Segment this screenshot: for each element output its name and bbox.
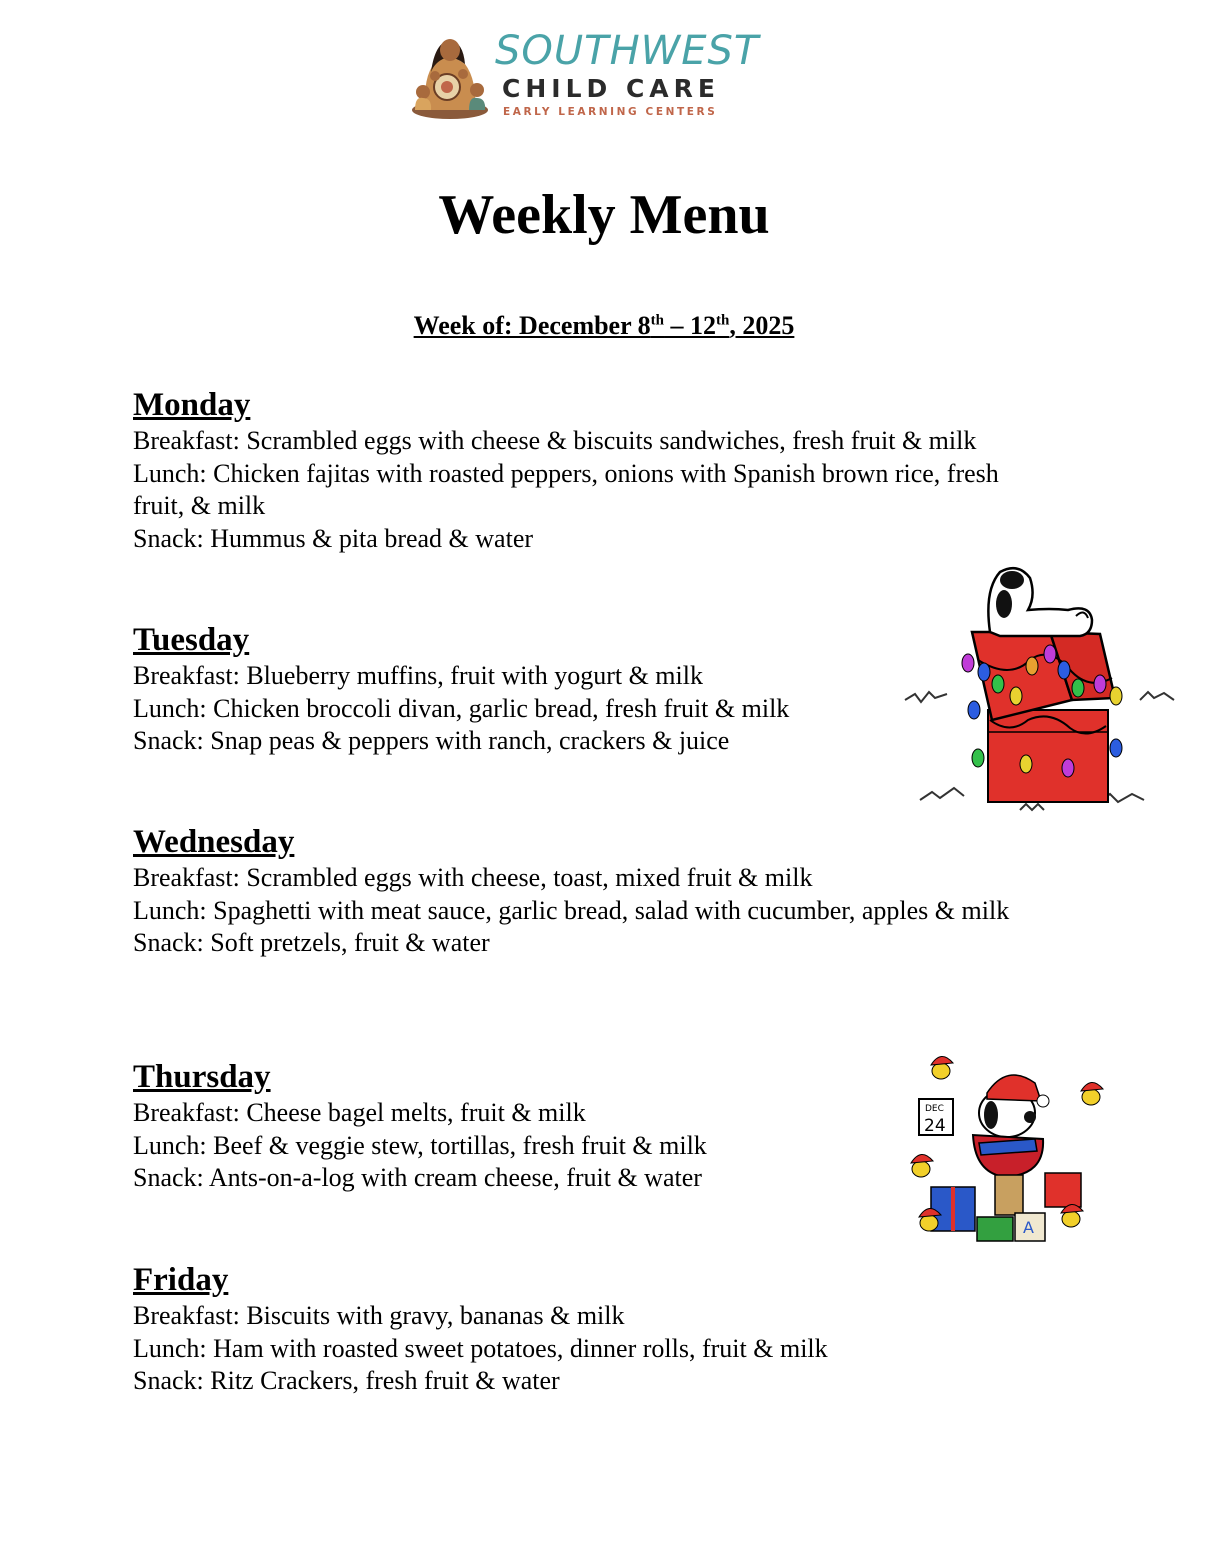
day-section-wednesday: [133, 824, 1063, 960]
week-of-date: [0, 310, 1208, 342]
snoopy-doghouse-icon: [900, 560, 1180, 820]
snack-line: Snack: Soft pretzels, fruit & water: [133, 928, 490, 957]
lunch-line: Lunch: Beef & veggie stew, tortillas, fresh fruit & milk: [133, 1130, 707, 1160]
week-middle: – 12: [664, 311, 717, 340]
day-section-monday: [133, 387, 1063, 555]
logo-title: SOUTHWEST: [495, 28, 760, 74]
lunch-line: Lunch: Chicken broccoli divan, garlic bread, fresh fruit & milk: [133, 693, 790, 723]
snack-line: Snack: Hummus & pita bread & water: [133, 523, 534, 553]
logo-tagline: EARLY LEARNING CENTERS: [503, 106, 718, 118]
snack-line: Snack: Ants-on-a-log with cream cheese, fruit & water: [133, 1163, 702, 1192]
breakfast-line: Breakfast: Cheese bagel melts, fruit & milk: [133, 1098, 586, 1127]
snoopy-santa-gifts-icon: [895, 1043, 1125, 1248]
logo-figure-icon: [405, 22, 500, 122]
page-title: Weekly Menu: [438, 184, 770, 246]
lunch-line: Lunch: Chicken fajitas with roasted peppers, onions with Spanish brown rice, fresh fruit, & milk: [133, 458, 999, 520]
breakfast-line: Breakfast: Scrambled eggs with cheese, toast, mixed fruit & milk: [133, 863, 813, 892]
week-of-date-text: [414, 311, 795, 340]
day-heading: Wednesday: [133, 824, 295, 860]
snack-line: Snack: Ritz Crackers, fresh fruit & water: [133, 1366, 560, 1395]
week-suffix: , 2025: [729, 311, 795, 340]
week-prefix: Week of: December 8: [413, 311, 651, 340]
week-sup-2: th: [716, 312, 730, 329]
svg-text:A: A: [1023, 1218, 1034, 1237]
lunch-line: Lunch: Spaghetti with meat sauce, garlic bread, salad with cucumber, apples & milk: [133, 895, 1010, 925]
logo-subtitle: CHILD CARE: [502, 74, 720, 103]
logo: [405, 22, 775, 122]
lunch-line: Lunch: Ham with roasted sweet potatoes, dinner rolls, fruit & milk: [133, 1333, 828, 1363]
snack-line: Snack: Snap peas & peppers with ranch, crackers & juice: [133, 726, 730, 755]
calendar-month: DEC: [925, 1104, 944, 1114]
day-heading: Friday: [133, 1262, 229, 1298]
day-section-friday: [133, 1262, 1063, 1398]
week-sup-1: th: [650, 312, 665, 329]
breakfast-line: Breakfast: Scrambled eggs with cheese & biscuits sandwiches, fresh fruit & milk: [133, 426, 977, 455]
day-heading: Tuesday: [133, 622, 250, 658]
day-heading: Monday: [133, 387, 251, 423]
day-heading: Thursday: [133, 1059, 271, 1095]
breakfast-line: Breakfast: Biscuits with gravy, bananas & milk: [133, 1301, 625, 1330]
breakfast-line: Breakfast: Blueberry muffins, fruit with yogurt & milk: [133, 661, 703, 690]
calendar-day: 24: [924, 1116, 946, 1136]
